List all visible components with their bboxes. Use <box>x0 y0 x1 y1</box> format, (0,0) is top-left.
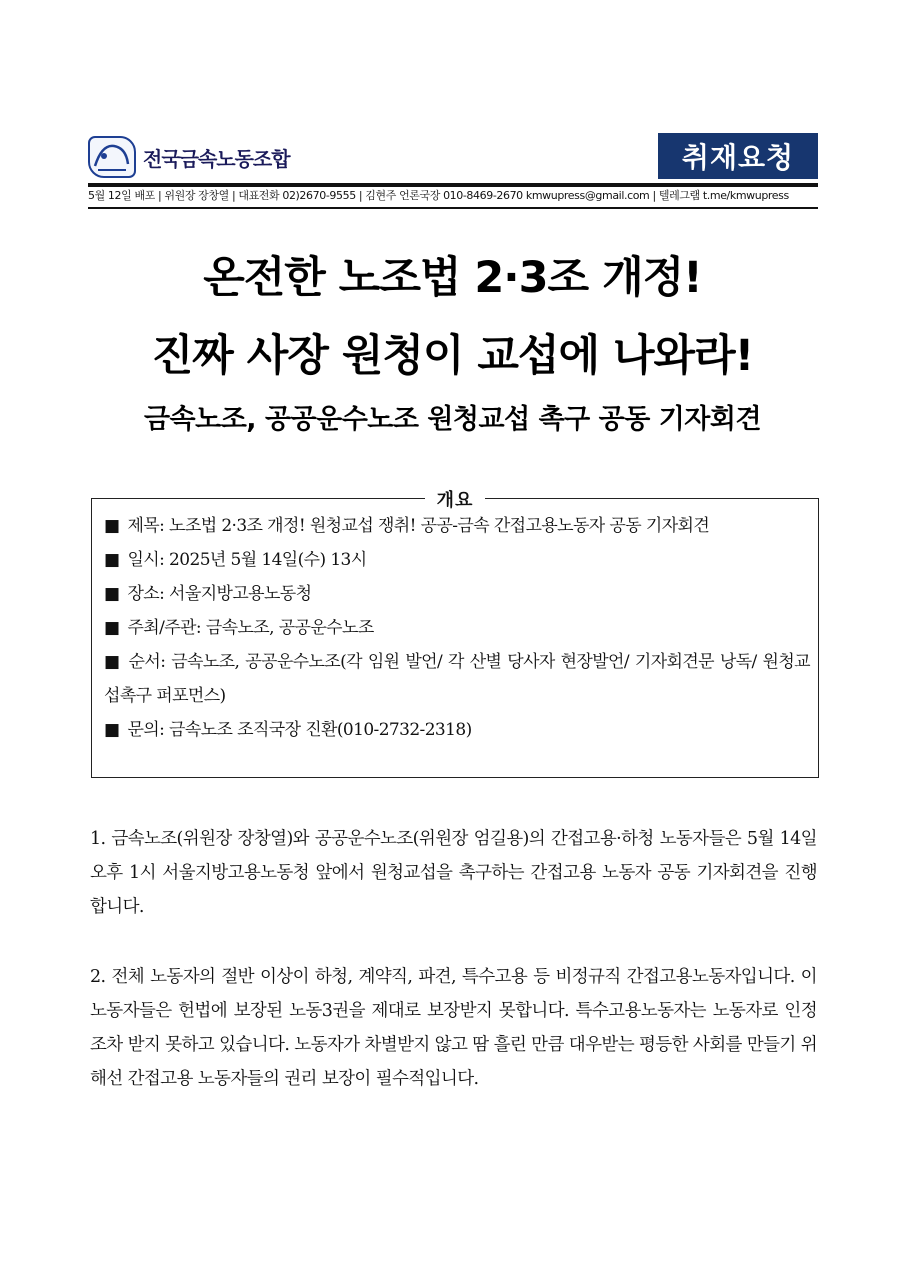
overview-list <box>104 509 810 747</box>
square-bullet-icon: ■ <box>104 550 120 570</box>
overview-item-datetime: ■ 일시: 2025년 5월 14일(수) 13시 <box>104 550 367 570</box>
logo-emblem-graphic <box>92 140 132 174</box>
overview-item-location: ■ 장소: 서울지방고용노동청 <box>104 584 312 604</box>
contact-line: 5월 12일 배포 | 위원장 장창열 | 대표전화 02)2670-9555 | 김현주 언론국장 010-8469-2670 kmwupress@gmail.com | 텔레그램 t.me/kmwupress <box>88 189 789 202</box>
square-bullet-icon: ■ <box>104 720 120 740</box>
body-paragraph-2: 2. 전체 노동자의 절반 이상이 하청, 계약직, 파견, 특수고용 등 비정규직 간접고용노동자입니다. 이 노동자들은 헌법에 보장된 노동3권을 제대로 보장받지 못합니다. 특수고용노동자는 노동자로 인정조차 받지 못하고 있습니다. 노동자가 차별받지 않고 땀 흘린 만큼 대우받는 평등한 사회를 만들기 위해선 간접고용 노동자들의 권리 보장이 필수적입니다. <box>90 967 817 1089</box>
main-title-line-1: 온전한 노조법 2·3조 개정! <box>203 253 702 303</box>
overview-heading: 개요 <box>425 490 486 511</box>
main-title-line-2: 진짜 사장 원청이 교섭에 나와라! <box>151 331 754 381</box>
overview-item-program: ■ 순서: 금속노조, 공공운수노조(각 임원 발언/ 각 산별 당사자 현장발언/ 기자회견문 낭독/ 원청교섭촉구 퍼포먼스) <box>104 652 810 706</box>
document-header <box>88 130 818 206</box>
square-bullet-icon: ■ <box>104 618 120 638</box>
union-logo-icon <box>88 136 136 178</box>
press-request-badge: 취재요청 <box>658 133 818 179</box>
union-logo <box>88 136 290 178</box>
overview-item-organizers: ■ 주최/주관: 금속노조, 공공운수노조 <box>104 618 374 638</box>
overview-item-title: ■ 제목: 노조법 2·3조 개정! 원청교섭 쟁취! 공공-금속 간접고용노동자 공동 기자회견 <box>104 516 710 536</box>
overview-box <box>91 490 819 778</box>
overview-item-contact: ■ 문의: 금속노조 조직국장 진환(010-2732-2318) <box>104 720 472 740</box>
square-bullet-icon: ■ <box>104 584 120 604</box>
square-bullet-icon: ■ <box>104 516 120 536</box>
header-divider-thin <box>88 207 818 209</box>
square-bullet-icon: ■ <box>104 652 121 672</box>
union-name: 전국금속노동조합 <box>143 146 290 171</box>
subtitle: 금속노조, 공공운수노조 원청교섭 촉구 공동 기자회견 <box>143 404 762 435</box>
body-paragraph-1: 1. 금속노조(위원장 장창열)와 공공운수노조(위원장 엄길용)의 간접고용·하청 노동자들은 5월 14일 오후 1시 서울지방고용노동청 앞에서 원청교섭을 촉구하는 간접고용 노동자 공동 기자회견을 진행합니다. <box>90 829 817 917</box>
